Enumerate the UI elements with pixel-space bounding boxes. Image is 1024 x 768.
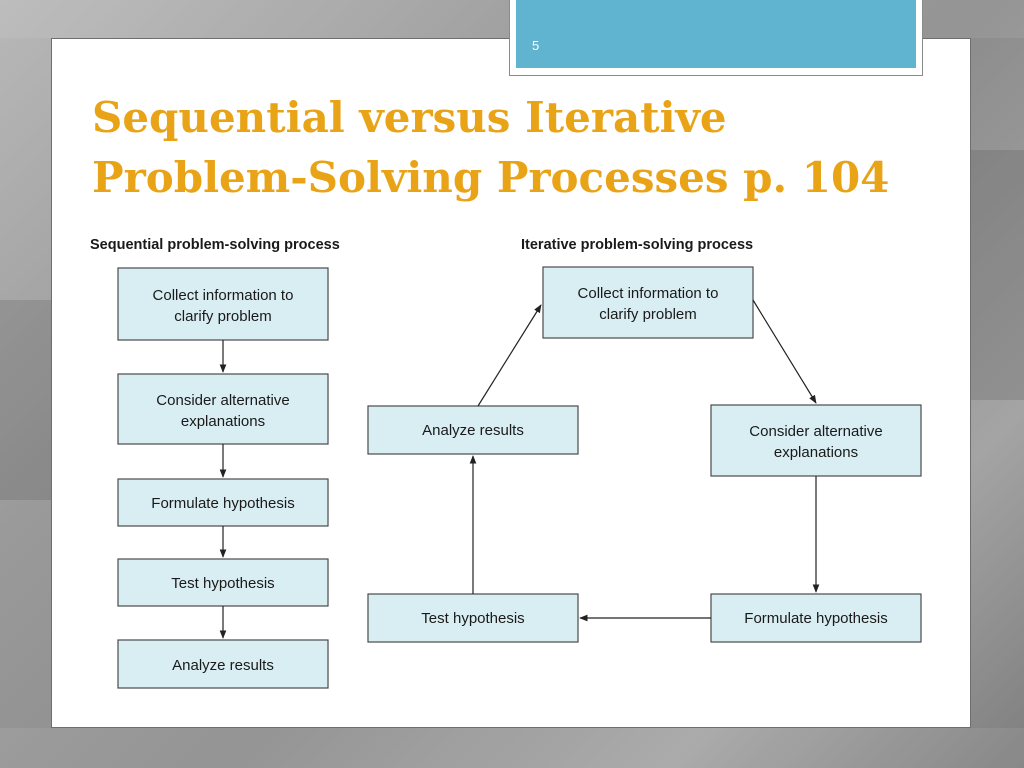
sequential-heading: Sequential problem-solving process bbox=[90, 237, 340, 253]
iter-step-label: explanations bbox=[773, 444, 859, 461]
slide-number: 5 bbox=[532, 38, 540, 53]
seq-step-analyze-results bbox=[118, 640, 328, 688]
seq-step-label: Formulate hypothesis bbox=[151, 495, 295, 512]
seq-step-label: explanations bbox=[180, 413, 266, 430]
iter-step-label: Consider alternative bbox=[749, 423, 883, 440]
iter-step-label: Collect information to bbox=[577, 285, 719, 302]
seq-step-label: Analyze results bbox=[172, 657, 274, 674]
iter-step-label: clarify problem bbox=[599, 306, 697, 323]
iter-step-analyze-results bbox=[368, 406, 578, 454]
seq-step-test-hypothesis bbox=[118, 559, 328, 606]
seq-step-collect-information bbox=[118, 268, 328, 340]
seq-step-label: Collect information to bbox=[152, 287, 294, 304]
seq-step-label: Test hypothesis bbox=[171, 575, 275, 592]
iter-step-label: Analyze results bbox=[422, 422, 524, 439]
iter-arrow bbox=[753, 300, 816, 403]
iter-step-label: Test hypothesis bbox=[421, 610, 525, 627]
iter-step-collect-information bbox=[543, 267, 753, 338]
iter-step-label: Formulate hypothesis bbox=[744, 610, 888, 627]
seq-step-label: Consider alternative bbox=[156, 392, 290, 409]
iter-arrow bbox=[478, 305, 541, 406]
slide-title-line: Problem-Solving Processes p. 104 bbox=[92, 153, 890, 202]
seq-step-label: clarify problem bbox=[174, 308, 272, 325]
iter-step-test-hypothesis bbox=[368, 594, 578, 642]
slide-title-line: Sequential versus Iterative bbox=[92, 93, 727, 142]
seq-step-formulate-hypothesis bbox=[118, 479, 328, 526]
iter-step-formulate-hypothesis bbox=[711, 594, 921, 642]
iterative-heading: Iterative problem-solving process bbox=[521, 237, 754, 253]
seq-step-consider-alternatives bbox=[118, 374, 328, 444]
iter-step-consider-alternatives bbox=[711, 405, 921, 476]
